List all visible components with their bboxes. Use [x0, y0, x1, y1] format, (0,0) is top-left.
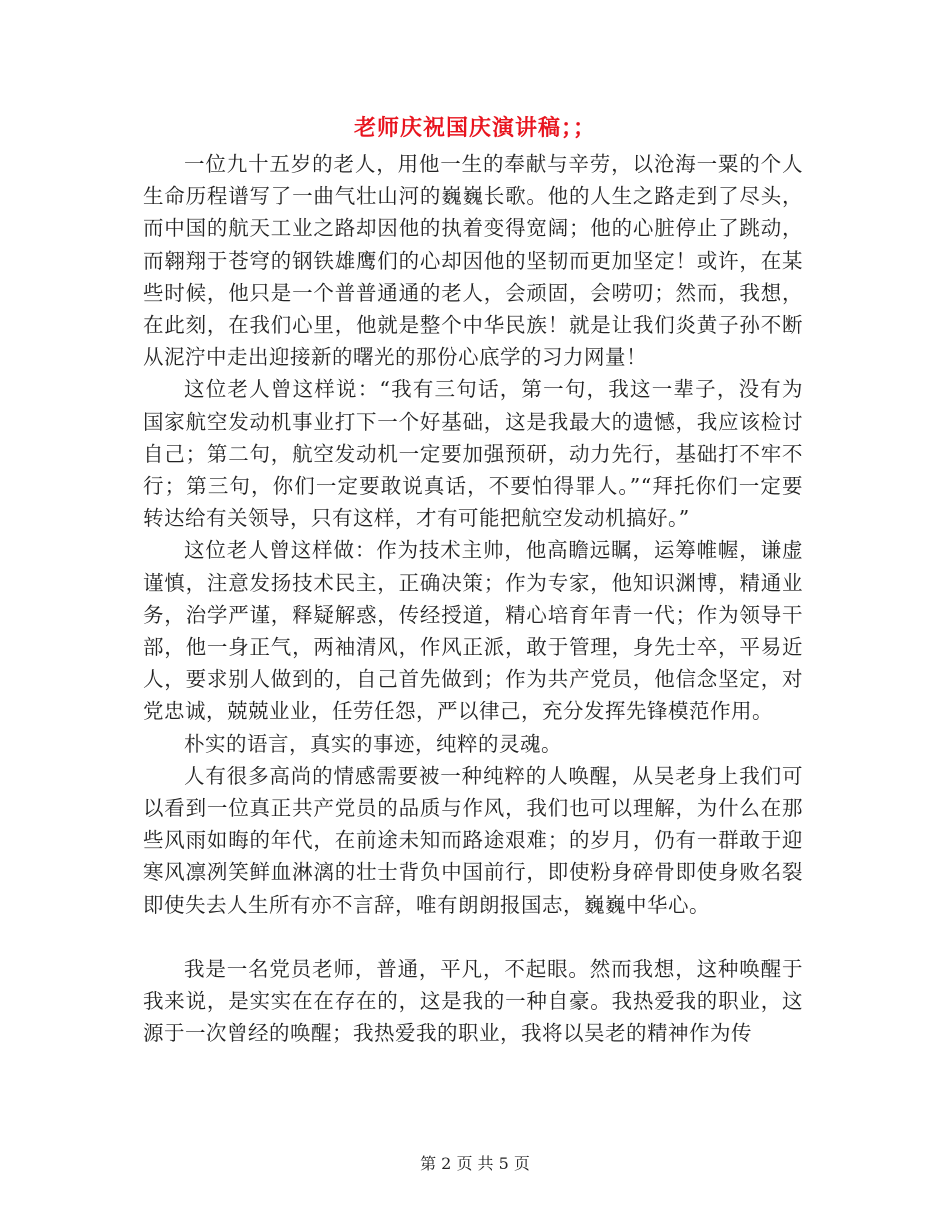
paragraph-6: 我是一名党员老师，普通，平凡，不起眼。然而我想，这种唤醒于我来说，是实实在在存在的，这是我的一种自豪。我热爱我的职业，这源于一次曾经的唤醒；我热爱我的职业，我将以吴老的精神作为传	[143, 956, 803, 1046]
paragraph-5: 人有很多高尚的情感需要被一种纯粹的人唤醒，从吴老身上我们可以看到一位真正共产党员的品质与作风，我们也可以理解，为什么在那些风雨如晦的年代，在前途未知而路途艰难；的岁月，仍有一群敢于迎寒风凛冽笑鲜血淋漓的壮士背负中国前行，即使粉身碎骨即使身败名裂即使失去人生所有亦不言辞，唯有朗朗报国志，巍巍中华心。	[143, 763, 803, 917]
body-text	[143, 148, 803, 1049]
page-title: 老师庆祝国庆演讲稿；；	[353, 115, 596, 141]
paragraph-3: 这位老人曾这样做：作为技术主帅，他高瞻远瞩，运筹帷幄，谦虚谨慎，注意发扬技术民主，正确决策；作为专家，他知识渊博，精通业务，治学严谨，释疑解惑，传经授道，精心培育年青一代；作为领导干部，他一身正气，两袖清风，作风正派，敢于管理，身先士卒，平易近人，要求别人做到的，自己首先做到；作为共产党员，他信念坚定，对党忠诚，兢兢业业，任劳任怨，严以律己，充分发挥先锋模范作用。	[143, 538, 803, 724]
paragraph-4: 朴实的语言，真实的事迹，纯粹的灵魂。	[184, 731, 562, 756]
paragraph-2: 这位老人曾这样说：“我有三句话，第一句，我这一辈子，没有为国家航空发动机事业打下一个好基础，这是我最大的遗憾，我应该检讨自己；第二句，航空发动机一定要加强预研，动力先行，基础打不牢不行；第三句，你们一定要敢说真话，不要怕得罪人。”“拜托你们一定要转达给有关领导，只有这样，才有可能把航空发动机搞好。”	[143, 377, 803, 531]
paragraph-1: 一位九十五岁的老人，用他一生的奉献与辛劳，以沧海一粟的个人生命历程谱写了一曲气壮山河的巍巍长歌。他的人生之路走到了尽头，而中国的航天工业之路却因他的执着变得宽阔；他的心脏停止了跳动，而翱翔于苍穹的钢铁雄鹰们的心却因他的坚韧而更加坚定！或许，在某些时候，他只是一个普普通通的老人，会顽固，会唠叨；然而，我想，在此刻，在我们心里，他就是整个中华民族！就是让我们炎黄子孙不断从泥泞中走出迎接新的曙光的那份心底学的习力网量！	[143, 152, 803, 370]
page-footer: 第 2 页 共 5 页	[420, 1154, 530, 1173]
